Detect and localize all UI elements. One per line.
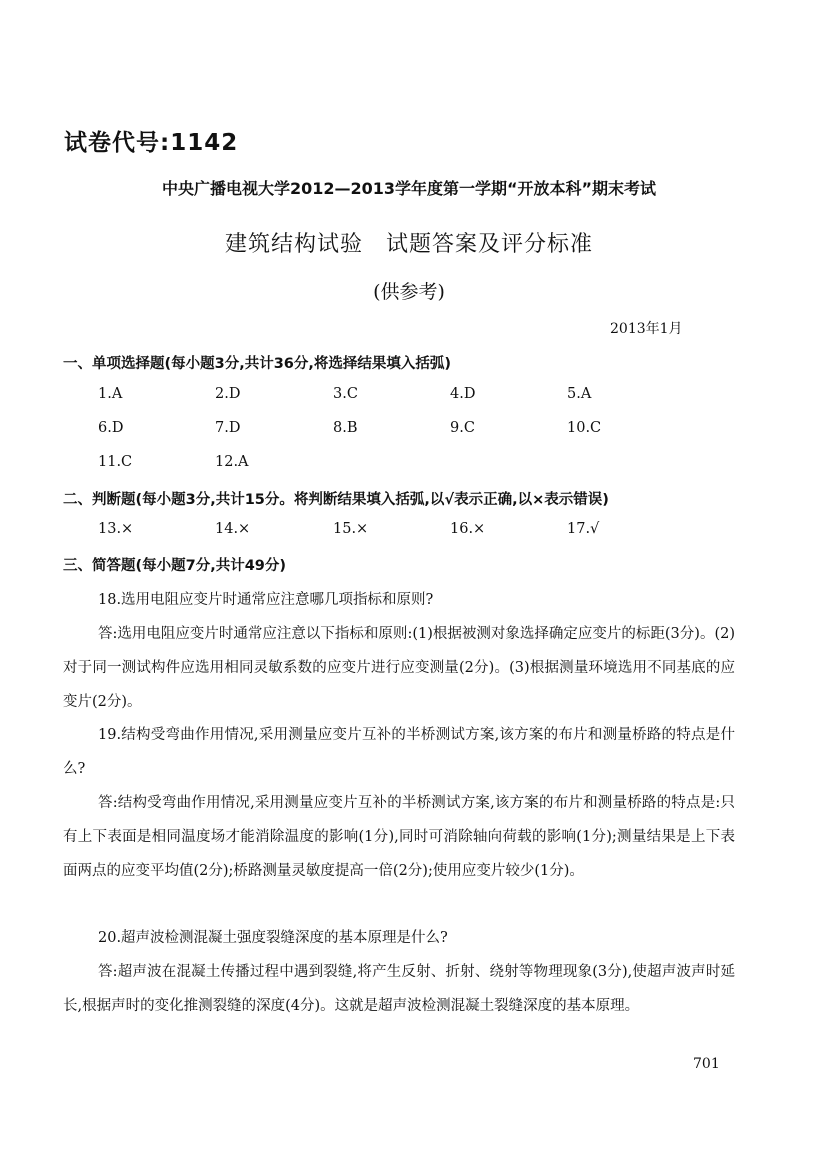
- answer-item: 6.D: [98, 420, 124, 436]
- answer-item: 7.D: [215, 420, 241, 436]
- section-heading-true-false: 二、判断题(每小题3分,共计15分。将判断结果填入括弧,以√表示正确,以×表示错误): [63, 492, 609, 508]
- answer-18: 答:选用电阻应变片时通常应注意以下指标和原则:(1)根据被测对象选择确定应变片的标距(3分)。(2)对于同一测试构件应选用相同灵敏系数的应变片进行应变测量(2分)。(3)根据测量环境选用不同基底的应变片(2分)。: [63, 626, 735, 710]
- answer-item: 5.A: [567, 386, 592, 402]
- answer-item: 13.×: [98, 521, 134, 537]
- paper-code: 试卷代号:1142: [64, 130, 239, 156]
- answer-item: 16.×: [450, 521, 486, 537]
- document-title: 建筑结构试验 试题答案及评分标准: [224, 232, 593, 257]
- section-heading-multiple-choice: 一、单项选择题(每小题3分,共计36分,将选择结果填入括弧): [63, 356, 452, 372]
- answer-19: 答:结构受弯曲作用情况,采用测量应变片互补的半桥测试方案,该方案的布片和测量桥路的特点是:只有上下表面是相同温度场才能消除温度的影响(1分),同时可消除轴向荷载的影响(1分);测量结果是上下表面两点的应变平均值(2分);桥路测量灵敏度提高一倍(2分);使用应变片较少(1分)。: [63, 795, 735, 879]
- reference-note: (供参考): [373, 281, 445, 303]
- answer-item: 9.C: [450, 420, 475, 436]
- answer-item: 15.×: [333, 521, 369, 537]
- answer-item: 12.A: [215, 454, 249, 470]
- answer-item: 10.C: [567, 420, 602, 436]
- answer-item: 14.×: [215, 521, 251, 537]
- exam-title: 中央广播电视大学2012—2013学年度第一学期“开放本科”期末考试: [161, 179, 657, 198]
- document-date: 2013年1月: [610, 321, 683, 337]
- answer-item: 4.D: [450, 386, 476, 402]
- answer-item: 11.C: [98, 454, 133, 470]
- section-heading-short-answer: 三、简答题(每小题7分,共计49分): [63, 558, 287, 574]
- question-19: 19.结构受弯曲作用情况,采用测量应变片互补的半桥测试方案,该方案的布片和测量桥路的特点是什么?: [63, 727, 735, 777]
- answer-item: 1.A: [98, 386, 123, 402]
- question-18: 18.选用电阻应变片时通常应注意哪几项指标和原则?: [98, 592, 434, 608]
- question-20: 20.超声波检测混凝土强度裂缝深度的基本原理是什么?: [98, 930, 448, 946]
- page-number: 701: [693, 1056, 720, 1072]
- answer-20: 答:超声波在混凝土传播过程中遇到裂缝,将产生反射、折射、绕射等物理现象(3分),使超声波声时延长,根据声时的变化推测裂缝的深度(4分)。这就是超声波检测混凝土裂缝深度的基本原理。: [63, 964, 735, 1014]
- answer-item: 2.D: [215, 386, 241, 402]
- answer-item: 8.B: [333, 420, 358, 436]
- answer-item: 17.√: [567, 521, 600, 537]
- answer-item: 3.C: [333, 386, 358, 402]
